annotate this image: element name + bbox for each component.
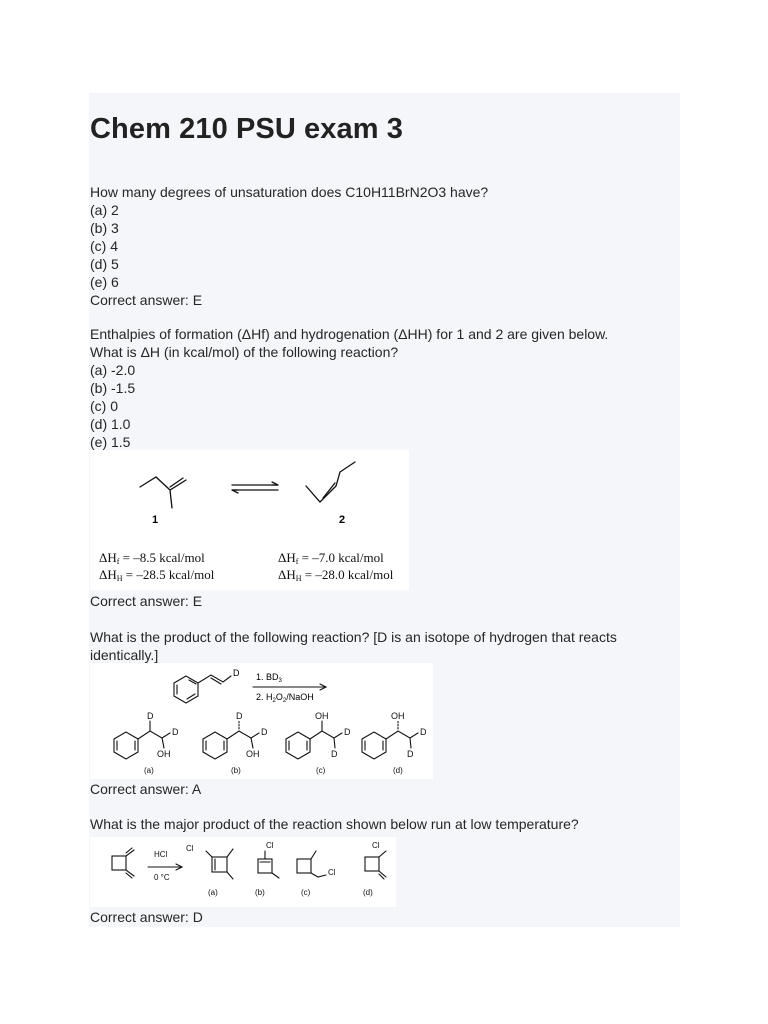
choice-label: (b) xyxy=(231,766,241,775)
atom-label: OH xyxy=(246,749,260,759)
atom-label: Cl xyxy=(372,841,380,850)
question-2 xyxy=(90,325,608,451)
compound-1-hf: ΔHf = –8.5 kcal/mol xyxy=(99,550,205,566)
compound-2-hh: ΔHH = –28.0 kcal/mol xyxy=(278,567,394,583)
option: (c) 4 xyxy=(90,238,118,254)
choice-label: (d) xyxy=(393,766,403,775)
atom-label: D xyxy=(344,727,351,737)
atom-label: D xyxy=(172,727,179,737)
reagent-step-2: 2. $H_2O_2$/NaOH xyxy=(256,692,314,704)
reagent-step-1: 1. $BD_3$ xyxy=(256,672,282,684)
question-2-answer xyxy=(90,592,202,610)
compound-1-hh: ΔHH = –28.5 kcal/mol xyxy=(99,567,215,583)
choice-label: (c) xyxy=(301,888,311,897)
atom-label: D xyxy=(236,711,243,721)
compound-2-hf: ΔHf = –7.0 kcal/mol xyxy=(278,550,384,566)
choice-label: (a) xyxy=(208,888,218,897)
atom-label: D xyxy=(147,711,154,721)
question-text: identically.] xyxy=(90,647,159,663)
atom-label: D xyxy=(407,749,414,759)
question-1 xyxy=(90,183,488,309)
correct-answer: Correct answer: D xyxy=(90,909,203,925)
option: (e) 6 xyxy=(90,274,119,290)
option: (b) 3 xyxy=(90,220,119,236)
question-text: What is the major product of the reaction shown below run at low temperature? xyxy=(90,816,579,832)
reaction-figure-hcl-addition xyxy=(90,837,396,907)
compound-2-label: 2 xyxy=(339,514,346,526)
reaction-figure-equilibrium xyxy=(90,450,409,590)
choice-label: (b) xyxy=(255,888,265,897)
deuterium-label: D xyxy=(233,668,240,678)
question-text: What is ΔH (in kcal/mol) of the following reaction? xyxy=(90,344,399,360)
choice-label: (d) xyxy=(363,888,373,897)
question-text: How many degrees of unsaturation does C10H11BrN2O3 have? xyxy=(90,184,489,200)
atom-label: D xyxy=(261,727,268,737)
question-4 xyxy=(90,815,579,833)
compound-1-label: 1 xyxy=(152,514,159,526)
atom-label: D xyxy=(420,727,427,737)
choice-label: (c) xyxy=(316,766,326,775)
atom-label: D xyxy=(331,749,338,759)
choice-label: (a) xyxy=(144,766,154,775)
reagent-label: HCl xyxy=(154,850,168,859)
option: (b) -1.5 xyxy=(90,380,136,396)
atom-label: Cl xyxy=(328,868,336,877)
page-title: Chem 210 PSU exam 3 xyxy=(90,113,404,145)
option: (e) 1.5 xyxy=(90,434,131,450)
atom-label: Cl xyxy=(266,841,274,850)
correct-answer: Correct answer: E xyxy=(90,292,203,308)
atom-label: OH xyxy=(157,749,171,759)
question-3 xyxy=(90,628,617,664)
option: (a) -2.0 xyxy=(90,362,136,378)
condition-label: 0 °C xyxy=(154,873,170,882)
atom-label: OH xyxy=(391,711,405,721)
question-text: Enthalpies of formation (ΔHf) and hydrogenation (ΔHH) for 1 and 2 are given below. xyxy=(90,326,609,342)
atom-label: OH xyxy=(315,711,329,721)
option: (c) 0 xyxy=(90,398,118,414)
atom-label: Cl xyxy=(186,844,194,853)
question-4-answer xyxy=(90,908,203,926)
correct-answer: Correct answer: A xyxy=(90,781,202,797)
option: (d) 1.0 xyxy=(90,416,131,432)
question-text: What is the product of the following reaction? [D is an isotope of hydrogen that reacts xyxy=(90,629,617,645)
question-3-answer xyxy=(90,780,201,798)
reaction-figure-hydroboration xyxy=(90,663,433,779)
option: (d) 5 xyxy=(90,256,119,272)
correct-answer: Correct answer: E xyxy=(90,593,203,609)
option: (a) 2 xyxy=(90,202,119,218)
